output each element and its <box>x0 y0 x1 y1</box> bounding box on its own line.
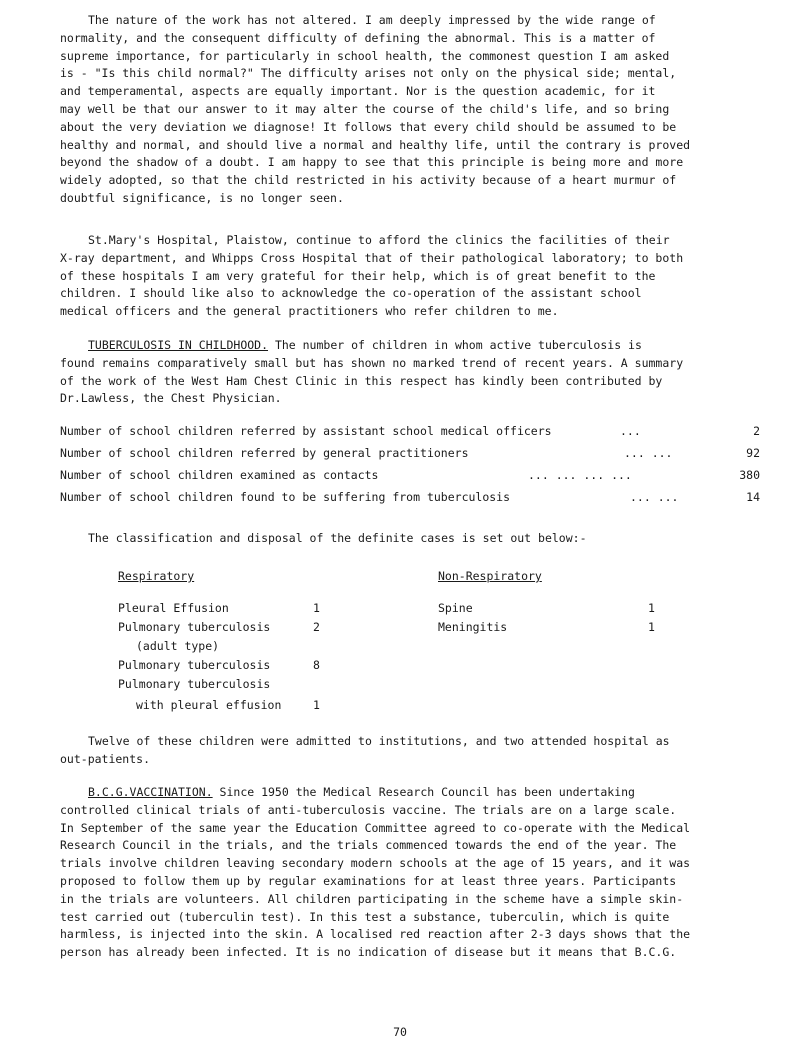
case-count: 1 <box>313 698 320 712</box>
text-line: in the trials are volunteers. All children participating in the scheme have a simple skin- <box>60 891 684 906</box>
text-line: In September of the same year the Education Committee agreed to co-operate with the Medical <box>60 820 691 835</box>
text-line: healthy and normal, and should live a normal and healthy life, until the contrary is proved <box>60 137 691 152</box>
text-line: widely adopted, so that the child restricted in his activity because of a heart murmur of <box>60 173 677 188</box>
stat-row <box>60 489 760 507</box>
stat-row <box>60 445 760 463</box>
paragraph-bcg-vaccination <box>60 784 765 962</box>
case-label: Pleural Effusion <box>118 601 229 615</box>
text-line: Research Council in the trials, and the trials commenced towards the end of the year. The <box>60 838 677 853</box>
case-count: 2 <box>313 620 320 634</box>
text-fragment: The number of children in whom active tuberculosis is <box>268 338 642 352</box>
page-number: 70 <box>393 1025 407 1039</box>
leader-dots: ... <box>620 424 641 438</box>
case-label: (adult type) <box>136 639 220 653</box>
text-line: St.Mary's Hospital, Plaistow, continue to afford the clinics the facilities of their <box>88 233 670 247</box>
stat-value: 2 <box>753 424 760 438</box>
text-line: normality, and the consequent difficulty of defining the abnormal. This is a matter of <box>60 30 656 45</box>
text-line: Dr.Lawless, the Chest Physician. <box>60 391 282 406</box>
text-line: X-ray department, and Whipps Cross Hospital that of their pathological laboratory; to both <box>60 250 684 265</box>
leader-dots: ... ... <box>630 490 679 504</box>
stat-value: 92 <box>746 446 760 460</box>
text-line: trials involve children leaving secondary modern schools at the age of 15 years, and it was <box>60 856 691 871</box>
text-line: out-patients. <box>60 751 151 766</box>
stat-row <box>60 467 760 485</box>
paragraph-hospitals <box>60 232 765 321</box>
text-line: person has already been infected. It is no indication of disease but it means that B.C.G. <box>60 945 677 960</box>
text-line: of these hospitals I am very grateful for their help, which is of great benefit to the <box>60 268 656 283</box>
respiratory-heading: Respiratory <box>118 569 195 583</box>
section-heading-tuberculosis: TUBERCULOSIS IN CHILDHOOD. <box>88 338 269 352</box>
paragraph-classification-intro <box>60 530 765 548</box>
text-line: The classification and disposal of the definite cases is set out below:- <box>88 531 587 545</box>
paragraph-tuberculosis <box>60 337 765 408</box>
case-count: 1 <box>648 620 655 634</box>
stat-label: Number of school children found to be suffering from tuberculosis <box>60 490 511 504</box>
text-line: is - "Is this child normal?" The difficulty arises not only on the physical side; mental, <box>60 66 677 81</box>
leader-dots: ... ... <box>624 446 673 460</box>
text-line: beyond the shadow of a doubt. I am happy to see that this principle is being more and more <box>60 155 684 170</box>
case-count: 8 <box>313 658 320 672</box>
text-line: test carried out (tuberculin test). In this test a substance, tuberculin, which is quite <box>60 909 670 924</box>
text-line: Twelve of these children were admitted to institutions, and two attended hospital as <box>88 734 670 748</box>
paragraph-admissions <box>60 733 765 769</box>
case-count: 1 <box>313 601 320 615</box>
section-heading-bcg: B.C.G.VACCINATION. <box>88 785 213 799</box>
text-line: supreme importance, for particularly in school health, the commonest question I am asked <box>60 48 670 63</box>
leader-dots: ... ... ... ... <box>528 468 632 482</box>
text-line: children. I should like also to acknowledge the co-operation of the assistant school <box>60 286 642 301</box>
text-line: harmless, is injected into the skin. A localised red reaction after 2-3 days shows that the <box>60 927 691 942</box>
paragraph-normality <box>60 12 765 208</box>
text-line: medical officers and the general practitioners who refer children to me. <box>60 304 559 319</box>
non-respiratory-heading: Non-Respiratory <box>438 569 542 583</box>
case-label: Pulmonary tuberculosis <box>118 677 271 691</box>
stat-label: Number of school children examined as contacts <box>60 468 379 482</box>
text-line <box>60 784 765 802</box>
case-label: with pleural effusion <box>136 698 282 712</box>
text-line: proposed to follow them up by regular examinations for at least three years. Participants <box>60 873 677 888</box>
case-label: Pulmonary tuberculosis <box>118 620 271 634</box>
stat-value: 380 <box>739 468 760 482</box>
text-line: about the very deviation we diagnose! It follows that every child should be assumed to be <box>60 119 677 134</box>
stat-label: Number of school children referred by general practitioners <box>60 446 469 460</box>
text-line: The nature of the work has not altered. I am deeply impressed by the wide range of <box>88 13 656 27</box>
stat-row <box>60 423 760 441</box>
text-line <box>60 337 765 355</box>
case-label: Pulmonary tuberculosis <box>118 658 271 672</box>
text-fragment: Since 1950 the Medical Research Council has been undertaking <box>212 785 635 799</box>
text-line: may well be that our answer to it may alter the course of the child's life, and so bring <box>60 101 670 116</box>
case-label: Spine <box>438 601 473 615</box>
case-count: 1 <box>648 601 655 615</box>
stat-value: 14 <box>746 490 760 504</box>
text-line: doubtful significance, is no longer seen. <box>60 190 344 205</box>
text-line: and temperamental, aspects are equally important. Nor is the question academic, for it <box>60 84 656 99</box>
stat-label: Number of school children referred by assistant school medical officers <box>60 424 552 438</box>
text-line: controlled clinical trials of anti-tuberculosis vaccine. The trials are on a large scale. <box>60 802 677 817</box>
case-label: Meningitis <box>438 620 508 634</box>
text-line: of the work of the West Ham Chest Clinic in this respect has kindly been contributed by <box>60 373 663 388</box>
text-line: found remains comparatively small but has shown no marked trend of recent years. A summary <box>60 355 684 370</box>
